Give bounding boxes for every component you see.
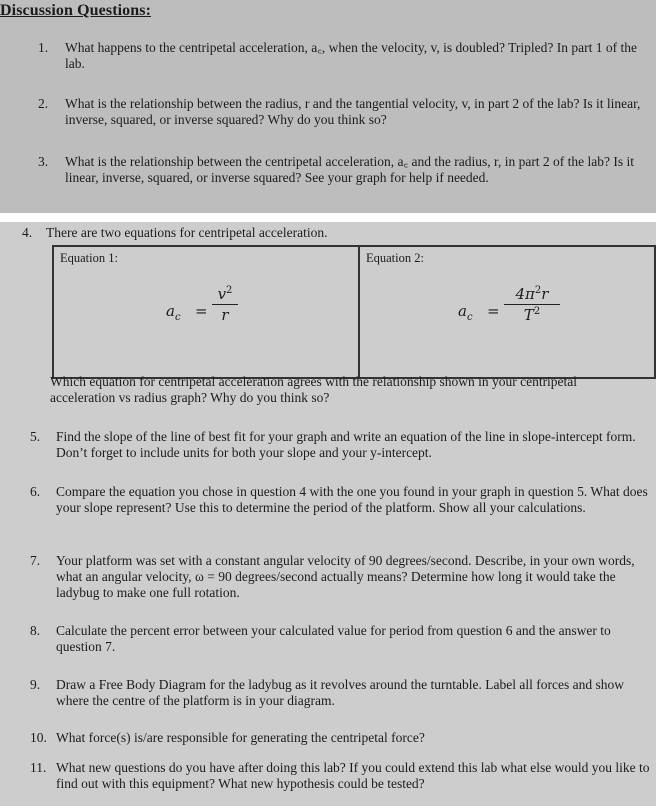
question-1 bbox=[38, 40, 656, 76]
equation-1-label: Equation 1: bbox=[60, 251, 118, 265]
equation-1-fraction bbox=[212, 285, 238, 324]
question-text: Calculate the percent error between your calculated value for period from question 6 and the answer to question 7. bbox=[56, 623, 611, 654]
question-number: 10. bbox=[30, 730, 47, 745]
question-7 bbox=[30, 553, 656, 605]
question-text: What happens to the centripetal acceleration, a꜀, when the velocity, v, is doubled? Tripled? In part 1 of the lab. bbox=[65, 40, 637, 71]
question-5 bbox=[30, 429, 656, 465]
equation-2-lhs: $a_c$ bbox=[458, 302, 473, 323]
table-divider bbox=[358, 247, 360, 377]
question-number: 9. bbox=[30, 677, 41, 692]
top-photo-section bbox=[0, 0, 656, 213]
question-8 bbox=[30, 623, 656, 659]
equation-2-numerator: $4\pi^2r$ bbox=[504, 285, 560, 305]
question-4-followup: Which equation for centripetal acceleration agrees with the relationship shown in your centripetal acceleration vs radius graph? Why do you think so? bbox=[50, 374, 578, 405]
equation-1-denominator: r bbox=[221, 306, 229, 324]
question-3 bbox=[38, 154, 656, 208]
question-10 bbox=[30, 730, 656, 748]
photo-divider bbox=[0, 213, 656, 222]
equation-1-equals: = bbox=[195, 302, 208, 320]
question-text: What new questions do you have after doing this lab? If you could extend this lab what else would you like to find out with this equipment? What new hypothesis could be tested? bbox=[56, 760, 650, 791]
question-number: 3. bbox=[38, 154, 49, 169]
equation-1-lhs: $a_c$ bbox=[166, 302, 181, 323]
question-text: Draw a Free Body Diagram for the ladybug as it revolves around the turntable. Label all forces and show where the centre of the platform is in your diagram. bbox=[56, 677, 624, 708]
equation-2-label: Equation 2: bbox=[366, 251, 424, 265]
question-text: Find the slope of the line of best fit for your graph and write an equation of the line in slope-intercept form. Don’t forget to include units for both your slope and your y-intercept. bbox=[56, 429, 636, 460]
question-6 bbox=[30, 484, 656, 536]
question-number: 5. bbox=[30, 429, 41, 444]
question-text: Compare the equation you chose in question 4 with the one you found in your graph in question 5. What does your slope represent? Use this to determine the period of the platform. Show all your calculations. bbox=[56, 484, 648, 515]
question-text: What force(s) is/are responsible for generating the centripetal force? bbox=[56, 730, 425, 745]
question-text: Your platform was set with a constant angular velocity of 90 degrees/second. Describe, in your own words, what an angular velocity, ω = 90 degrees/second actually means? Determine how long it would take the ladybug to make one full rotation. bbox=[56, 553, 635, 600]
equation-1-numerator: $v^2$ bbox=[212, 285, 238, 305]
question-text: What is the relationship between the centripetal acceleration, a꜀ and the radius, r, in part 2 of the lab? Is it linear, inverse, squared, or inverse squared? See your graph for help if needed. bbox=[65, 154, 635, 185]
equation-2-denominator: $T^2$ bbox=[523, 306, 541, 324]
bottom-photo-section bbox=[0, 222, 656, 806]
question-11 bbox=[30, 760, 656, 796]
equation-2-fraction bbox=[504, 285, 560, 324]
question-text: What is the relationship between the radius, r and the tangential velocity, v, in part 2 of the lab? Is it linear, inverse, squared, or inverse squared? Why do you think so? bbox=[65, 96, 641, 127]
question-number: 4. bbox=[22, 225, 33, 240]
equation-2-equals: = bbox=[487, 302, 500, 320]
question-number: 1. bbox=[38, 40, 49, 55]
question-number: 7. bbox=[30, 553, 41, 568]
question-text: There are two equations for centripetal acceleration. bbox=[46, 225, 328, 240]
question-number: 11. bbox=[30, 760, 47, 775]
equation-table bbox=[52, 245, 656, 379]
question-4 bbox=[22, 225, 642, 243]
question-number: 6. bbox=[30, 484, 41, 499]
question-9 bbox=[30, 677, 656, 713]
question-number: 2. bbox=[38, 96, 49, 111]
question-2 bbox=[38, 96, 656, 132]
question-number: 8. bbox=[30, 623, 41, 638]
page-heading: Discussion Questions: bbox=[0, 2, 152, 19]
